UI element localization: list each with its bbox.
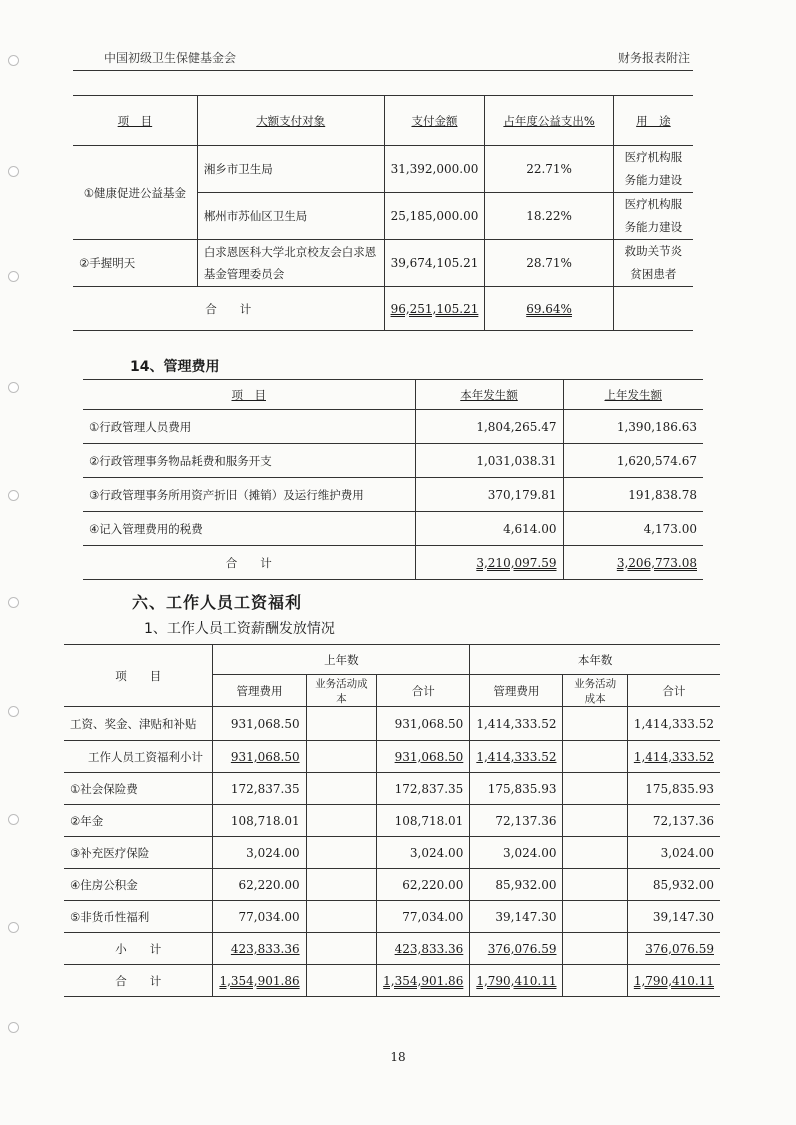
current-activity-cost: [563, 805, 627, 837]
table-row: [64, 805, 720, 837]
total-use-empty: [613, 287, 693, 331]
col-header-percent: 占年度公益支出%: [485, 96, 613, 146]
current-admin-expense: 3,024.00: [470, 837, 563, 869]
current-total: 72,137.36: [627, 805, 720, 837]
salary-item-label: 小 计: [64, 933, 213, 965]
table-row: [64, 965, 720, 997]
payment-amount: 31,392,000.00: [384, 146, 485, 193]
current-activity-cost: [563, 869, 627, 901]
prior-activity-cost: [306, 869, 377, 901]
prior-activity-cost: [306, 707, 377, 741]
table-row: [64, 901, 720, 933]
prior-amount: 191,838.78: [563, 478, 703, 512]
prior-admin-expense: 3,024.00: [213, 837, 306, 869]
current-activity-cost: [563, 741, 627, 773]
header-org-name: 中国初级卫生保健基金会: [104, 51, 237, 65]
salary-item-label: 工作人员工资福利小计: [64, 741, 213, 773]
current-activity-cost: [563, 965, 627, 997]
payment-percent: 28.71%: [485, 240, 613, 287]
subheader-activity-cost: 业务活动成本: [563, 675, 627, 707]
current-activity-cost: [563, 773, 627, 805]
current-admin-expense: 175,835.93: [470, 773, 563, 805]
current-total: 1,790,410.11: [627, 965, 720, 997]
binder-hole: [8, 490, 19, 501]
current-activity-cost: [563, 837, 627, 869]
prior-activity-cost: [306, 965, 377, 997]
subheader-total: 合计: [627, 675, 720, 707]
prior-admin-expense: 423,833.36: [213, 933, 306, 965]
current-activity-cost: [563, 707, 627, 741]
salary-item-label: ③补充医疗保险: [64, 837, 213, 869]
payment-use: 救助关节炎贫困患者: [613, 240, 693, 287]
salary-table: [64, 644, 720, 997]
section-title-admin-expense: 14、管理费用: [130, 359, 220, 375]
prior-admin-expense: 1,354,901.86: [213, 965, 306, 997]
binder-hole: [8, 55, 19, 66]
subsection-title-salary: 1、工作人员工资薪酬发放情况: [144, 621, 335, 637]
prior-amount: 1,390,186.63: [563, 410, 703, 444]
current-admin-expense: 72,137.36: [470, 805, 563, 837]
total-amount: 96,251,105.21: [384, 287, 485, 331]
col-header-item: 项 目: [64, 645, 213, 707]
table-row: [64, 707, 720, 741]
prior-activity-cost: [306, 837, 377, 869]
prior-admin-expense: 931,068.50: [213, 707, 306, 741]
current-admin-expense: 376,076.59: [470, 933, 563, 965]
prior-admin-expense: 931,068.50: [213, 741, 306, 773]
row-item-label: ②手握明天: [73, 240, 197, 287]
total-percent: 69.64%: [485, 287, 613, 331]
total-label: 合 计: [73, 287, 384, 331]
prior-amount: 1,620,574.67: [563, 444, 703, 478]
current-admin-expense: 1,414,333.52: [470, 707, 563, 741]
current-total: 85,932.00: [627, 869, 720, 901]
prior-admin-expense: 77,034.00: [213, 901, 306, 933]
payment-use: 医疗机构服务能力建设: [613, 146, 693, 193]
prior-activity-cost: [306, 933, 377, 965]
salary-item-label: ②年金: [64, 805, 213, 837]
current-total: 175,835.93: [627, 773, 720, 805]
prior-amount: 4,173.00: [563, 512, 703, 546]
expense-item: ①行政管理人员费用: [83, 410, 415, 444]
current-total: 376,076.59: [627, 933, 720, 965]
current-amount: 370,179.81: [415, 478, 563, 512]
payment-target: 白求恩医科大学北京校友会白求恩基金管理委员会: [197, 240, 384, 287]
current-amount: 1,804,265.47: [415, 410, 563, 444]
subheader-total: 合计: [377, 675, 470, 707]
current-total: 1,414,333.52: [627, 741, 720, 773]
expense-item: ③行政管理事务所用资产折旧（摊销）及运行维护费用: [83, 478, 415, 512]
payment-amount: 25,185,000.00: [384, 193, 485, 240]
salary-item-label: ①社会保险费: [64, 773, 213, 805]
salary-item-label: ⑤非货币性福利: [64, 901, 213, 933]
subheader-activity-cost: 业务活动成本: [306, 675, 377, 707]
current-total: 3,024.00: [627, 837, 720, 869]
payment-use: 医疗机构服务能力建设: [613, 193, 693, 240]
binder-hole: [8, 814, 19, 825]
prior-activity-cost: [306, 773, 377, 805]
table-row: [64, 773, 720, 805]
table-row: [64, 933, 720, 965]
binder-hole: [8, 271, 19, 282]
payment-target: 郴州市苏仙区卫生局: [197, 193, 384, 240]
total-label: 合 计: [83, 546, 415, 580]
payment-percent: 18.22%: [485, 193, 613, 240]
expense-item: ④记入管理费用的税费: [83, 512, 415, 546]
prior-activity-cost: [306, 741, 377, 773]
header-rule: [73, 70, 693, 71]
prior-total: 3,024.00: [377, 837, 470, 869]
current-activity-cost: [563, 933, 627, 965]
current-total: 1,414,333.52: [627, 707, 720, 741]
payment-percent: 22.71%: [485, 146, 613, 193]
header-doc-title: 财务报表附注: [618, 51, 691, 65]
large-payment-table: [73, 95, 693, 331]
expense-item: ②行政管理事务物品耗费和服务开支: [83, 444, 415, 478]
current-admin-expense: 1,414,333.52: [470, 741, 563, 773]
total-current: 3,210,097.59: [415, 546, 563, 580]
prior-activity-cost: [306, 901, 377, 933]
binder-hole: [8, 922, 19, 933]
binder-hole: [8, 166, 19, 177]
row-item-label: ①健康促进公益基金: [73, 146, 197, 240]
current-total: 39,147.30: [627, 901, 720, 933]
col-header-prior-year: 上年发生额: [563, 380, 703, 410]
col-header-item: 项 目: [73, 96, 197, 146]
col-header-use: 用 途: [613, 96, 693, 146]
prior-total: 1,354,901.86: [377, 965, 470, 997]
col-header-amount: 支付金额: [384, 96, 485, 146]
total-prior: 3,206,773.08: [563, 546, 703, 580]
prior-total: 62,220.00: [377, 869, 470, 901]
col-header-item: 项 目: [83, 380, 415, 410]
subheader-admin-expense: 管理费用: [213, 675, 306, 707]
group-header-prior-year: 上年数: [213, 645, 470, 675]
current-activity-cost: [563, 901, 627, 933]
prior-total: 931,068.50: [377, 741, 470, 773]
salary-item-label: 工资、奖金、津贴和补贴: [64, 707, 213, 741]
subheader-admin-expense: 管理费用: [470, 675, 563, 707]
current-amount: 4,614.00: [415, 512, 563, 546]
admin-expense-table: [83, 379, 703, 580]
binder-hole: [8, 597, 19, 608]
payment-target: 湘乡市卫生局: [197, 146, 384, 193]
col-header-current-year: 本年发生额: [415, 380, 563, 410]
prior-total: 77,034.00: [377, 901, 470, 933]
prior-admin-expense: 62,220.00: [213, 869, 306, 901]
payment-amount: 39,674,105.21: [384, 240, 485, 287]
prior-total: 423,833.36: [377, 933, 470, 965]
current-admin-expense: 39,147.30: [470, 901, 563, 933]
prior-total: 172,837.35: [377, 773, 470, 805]
table-row: [64, 869, 720, 901]
binder-hole: [8, 382, 19, 393]
group-header-current-year: 本年数: [470, 645, 720, 675]
binder-hole: [8, 1022, 19, 1033]
salary-item-label: 合 计: [64, 965, 213, 997]
current-amount: 1,031,038.31: [415, 444, 563, 478]
section-title-salary-welfare: 六、工作人员工资福利: [132, 593, 303, 612]
prior-admin-expense: 172,837.35: [213, 773, 306, 805]
binder-hole: [8, 706, 19, 717]
page-number: 18: [390, 1050, 406, 1064]
current-admin-expense: 85,932.00: [470, 869, 563, 901]
prior-activity-cost: [306, 805, 377, 837]
salary-item-label: ④住房公积金: [64, 869, 213, 901]
current-admin-expense: 1,790,410.11: [470, 965, 563, 997]
table-row: [64, 837, 720, 869]
prior-admin-expense: 108,718.01: [213, 805, 306, 837]
table-row: [64, 741, 720, 773]
prior-total: 931,068.50: [377, 707, 470, 741]
col-header-target: 大额支付对象: [197, 96, 384, 146]
prior-total: 108,718.01: [377, 805, 470, 837]
